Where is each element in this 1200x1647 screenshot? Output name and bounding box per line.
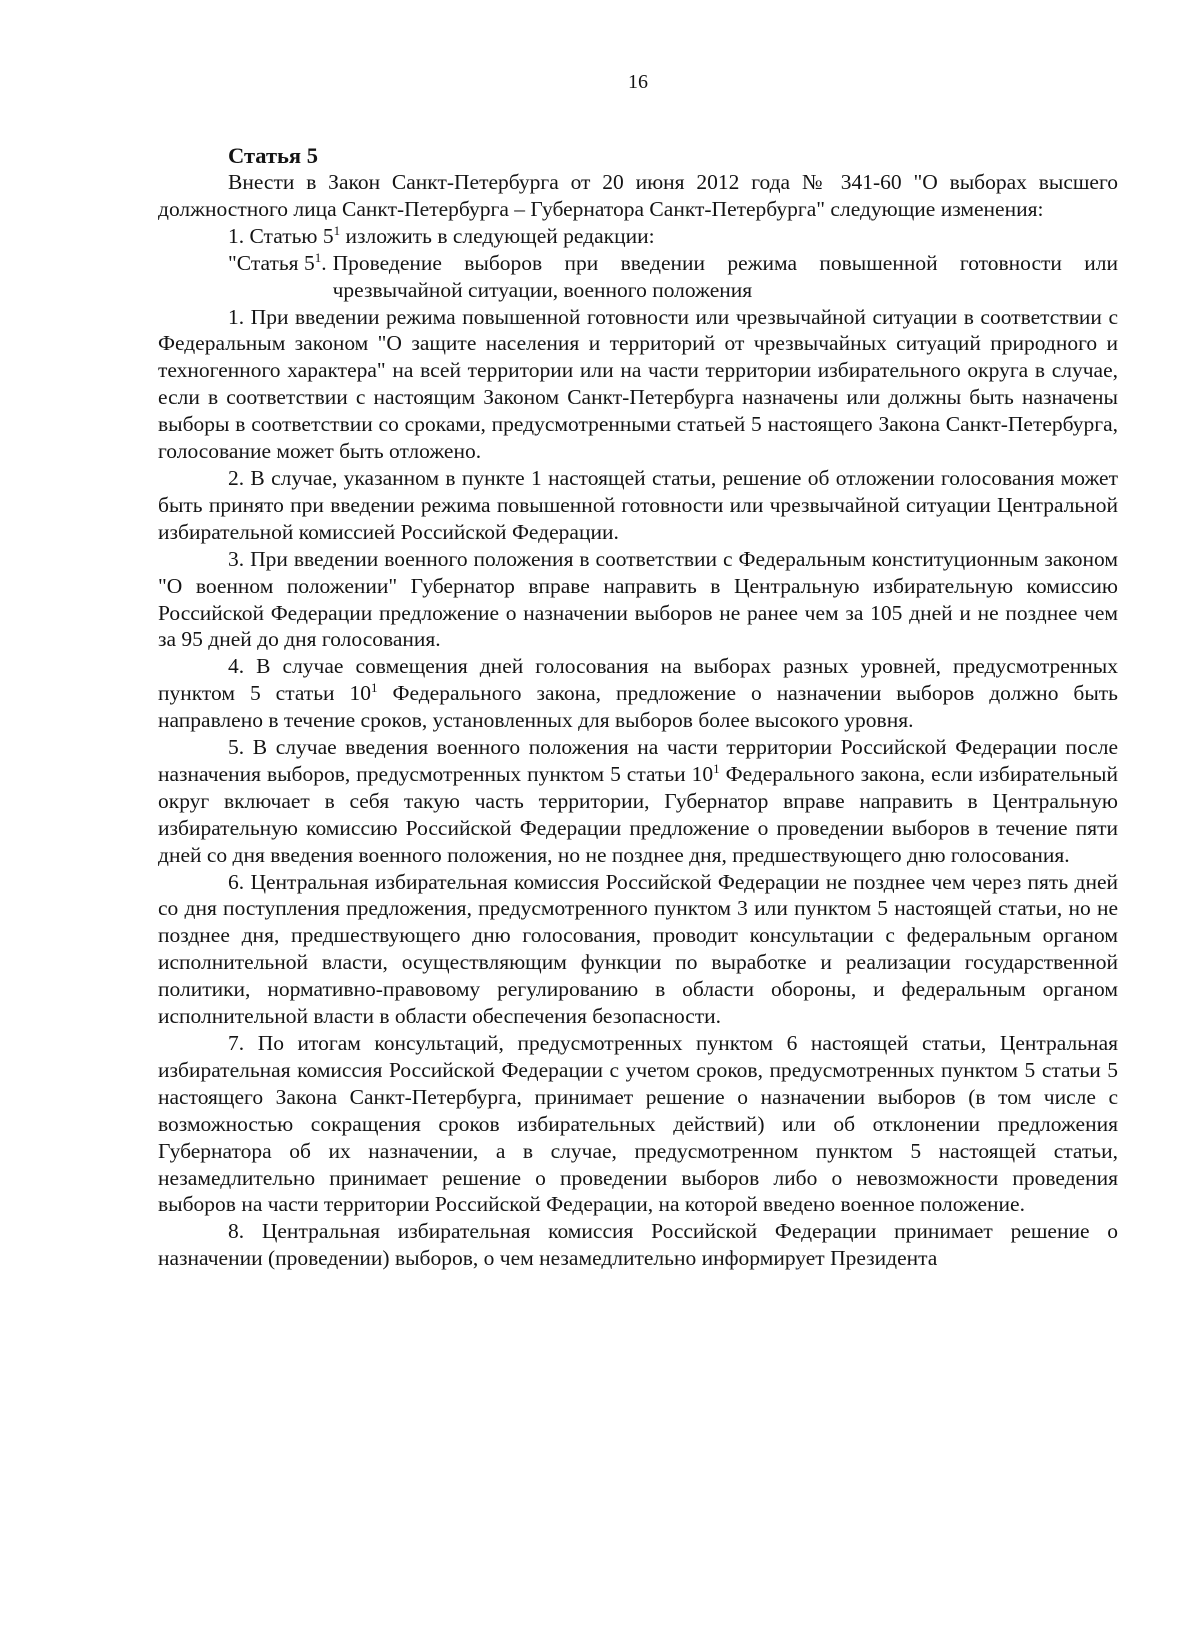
- paragraph-5: [158, 734, 1118, 869]
- paragraph-7: 7. По итогам консультаций, предусмотренных пунктом 6 настоящей статьи, Центральная избирательная комиссия Российской Федерации с учетом сроков, предусмотренных пунктом 5 статьи 5 настоящего Закона Санкт-Петербурга, принимает решение о назначении выборов (в том числе с возможностью сокращения сроков избирательных действий) или об отклонении предложения Губернатора об их назначении, а в случае, предусмотренном пунктом 5 настоящей статьи, незамедлительно принимает решение о проведении выборов либо о невозможности проведения выборов на части территории Российской Федерации, на которой введено военное положение.: [158, 1031, 1118, 1217]
- paragraph-4-text: 4. В случае совмещения дней голосования на выборах разных уровней, предусмотренных пунктом 5 статьи 10: [158, 654, 1118, 706]
- new-article-title: Проведение выборов при введении режима повышенной готовности или чрезвычайной ситуации, военного положения: [332, 250, 1118, 302]
- new-article-number-dot: .: [321, 250, 327, 275]
- paragraph-5-text-end: Федерального закона, если избирательный округ включает в себя такую часть территории, Губернатор вправе направить в Центральную избирательную комиссию Российской Федерации предложение о проведении выборов в течение пяти дней со дня введения военного положения, но не позднее дня, предшествующего дню голосования.: [158, 761, 1118, 867]
- superscript: 1: [333, 222, 341, 238]
- new-article-number: [228, 250, 333, 304]
- paragraph-4-text-end: Федерального закона, предложение о назначении выборов должно быть направлено в течение сроков, установленных для выборов более высокого уровня.: [158, 681, 1118, 733]
- amendment-item-1-text: 1. Статью 5: [228, 223, 334, 248]
- paragraph-8: 8. Центральная избирательная комиссия Российской Федерации принимает решение о назначении (проведении) выборов, о чем незамедлительно информирует Президента: [158, 1219, 1118, 1271]
- paragraph-2: 2. В случае, указанном в пункте 1 настоящей статьи, решение об отложении голосования может быть принято при введении режима повышенной готовности или чрезвычайной ситуации Центральной избирательной комиссией Российской Федерации.: [158, 465, 1118, 544]
- paragraph-6: 6. Центральная избирательная комиссия Российской Федерации не позднее чем через пять дней со дня поступления предложения, предусмотренного пунктом 3 или пунктом 5 настоящей статьи, но не позднее дня, предшествующего дню голосования, проводит консультации с федеральным органом исполнительной власти, осуществляющим функции по выработке и реализации государственной политики, нормативно-правовому регулированию в области обороны, и федеральным органом исполнительной власти в области обеспечения безопасности.: [158, 869, 1118, 1029]
- article-title: Статья 5: [228, 143, 318, 168]
- superscript: 1: [371, 680, 378, 696]
- intro-paragraph: Внести в Закон Санкт-Петербурга от 20 июня 2012 года № 341-60 "О выборах высшего должностного лица Санкт-Петербурга – Губернатора Санкт-Петербурга" следующие изменения:: [158, 170, 1118, 221]
- amendment-item-1-text-end: изложить в следующей редакции:: [340, 223, 655, 248]
- page-number: 16: [628, 71, 648, 93]
- superscript: 1: [314, 249, 322, 265]
- new-article-heading: [158, 250, 1118, 304]
- superscript: 1: [713, 760, 720, 776]
- paragraph-3: 3. При введении военного положения в соответствии с Федеральным конституционным законом "О военном положении" Губернатор вправе направить в Центральную избирательную комиссию Российской Федерации предложение о назначении выборов не ранее чем за 105 дней и не позднее чем за 95 дней до дня голосования.: [158, 546, 1118, 652]
- paragraph-4: [158, 653, 1118, 734]
- new-article-number-text: "Статья 5: [228, 250, 315, 275]
- amendment-item-1: [158, 223, 1118, 250]
- paragraph-5-text: 5. В случае введения военного положения на части территории Российской Федерации после назначения выборов, предусмотренных пунктом 5 статьи 10: [158, 735, 1118, 786]
- paragraph-1: 1. При введении режима повышенной готовности или чрезвычайной ситуации в соответствии с Федеральным законом "О защите населения и территорий от чрезвычайных ситуаций природного и техногенного характера" на всей территории или на части территории избирательного округа в случае, если в соответствии с настоящим Законом Санкт-Петербурга назначены или должны быть назначены выборы в соответствии со сроками, предусмотренными статьей 5 настоящего Закона Санкт-Петербурга, голосование может быть отложено.: [158, 304, 1118, 464]
